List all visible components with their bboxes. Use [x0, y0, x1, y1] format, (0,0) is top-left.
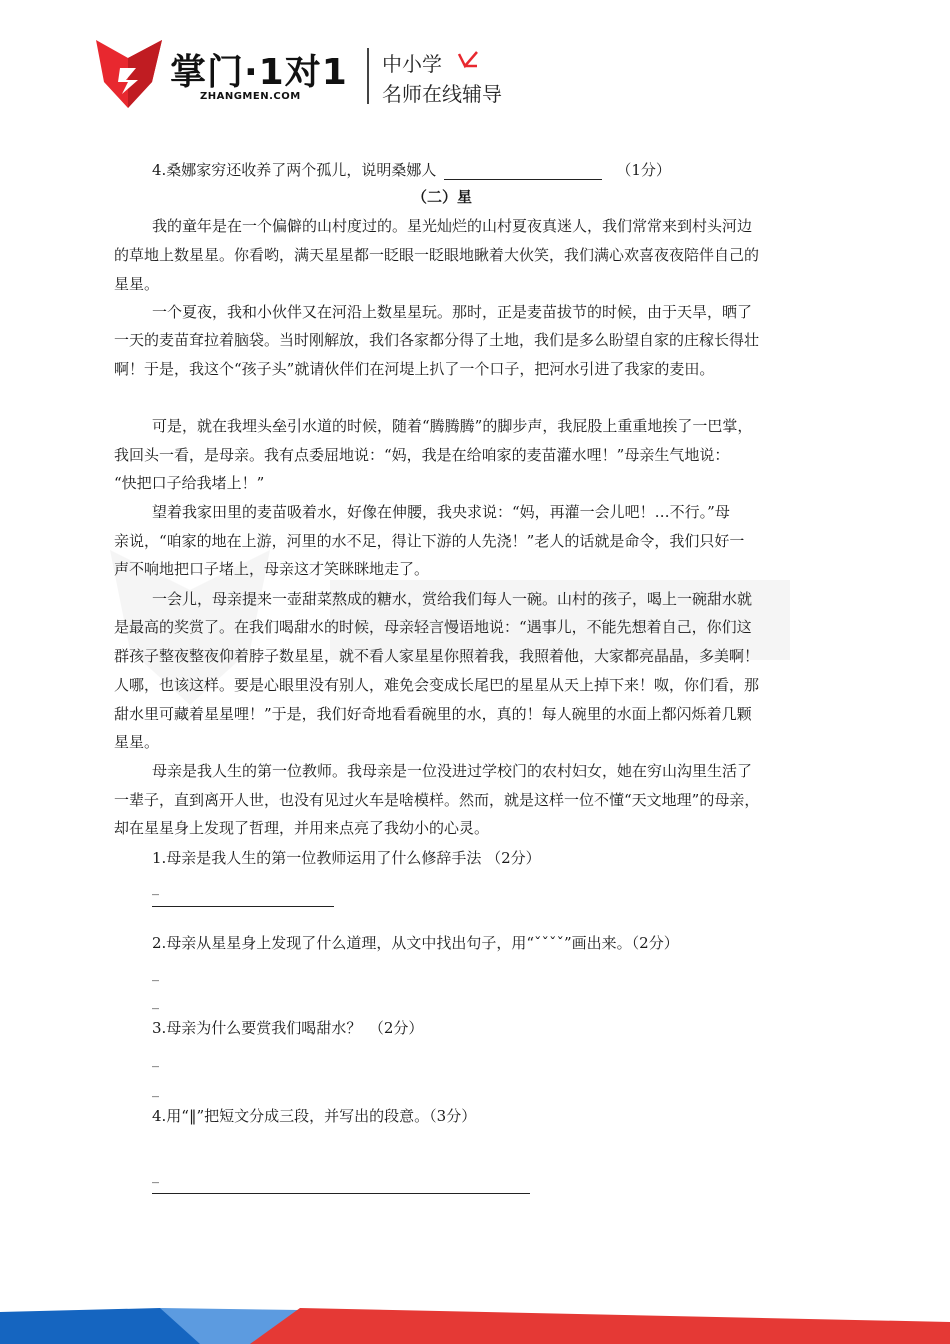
answer-blank[interactable] — [444, 165, 602, 180]
passage-line: 群孩子整夜整夜仰着脖子数星星，就不看人家星星你照着我，我照着他，大家都亮晶晶，多美啊！ — [114, 647, 760, 665]
passage-line: 一辈子，直到离开人世，也没有见过火车是啥模样。然而，就是这样一位不懂“天文地理”的母亲， — [114, 791, 760, 809]
brand-name: 掌门·1对1 — [170, 52, 348, 93]
passage-line: 母亲是我人生的第一位教师。我母亲是一位没进过学校门的农村妇女，她在穷山沟里生活了 — [152, 762, 753, 780]
page-header — [92, 38, 532, 112]
answer-dash: _ — [152, 880, 159, 896]
passage-line: 望着我家田里的麦苗吸着水，好像在伸腰，我央求说：“妈，再灌一会儿吧！…不行。”母 — [152, 503, 730, 521]
slogan-line1: 中小学 — [382, 52, 442, 76]
answer-line[interactable] — [152, 906, 334, 907]
passage-line: 亲说，“咱家的地在上游，河里的水不足，得让下游的人先浇！”老人的话就是命令，我们只好一 — [114, 532, 745, 550]
section-title: （二）星 — [412, 188, 473, 206]
passage-line: “快把口子给我堵上！” — [114, 474, 265, 492]
passage-line: 我的童年是在一个偏僻的山村度过的。星光灿烂的山村夏夜真迷人，我们常常来到村头河边 — [152, 217, 753, 235]
question-4: 4.用“‖”把短文分成三段，并写出的段意。（3分） — [152, 1107, 477, 1125]
answer-line[interactable] — [152, 1193, 530, 1194]
question-1: 1.母亲是我人生的第一位教师运用了什么修辞手法 （2分） — [152, 849, 541, 867]
answer-dash: _ — [152, 1052, 159, 1068]
brand-domain: ZHANGMEN.COM — [200, 91, 301, 102]
passage-line: 一天的麦苗耷拉着脑袋。当时刚解放，我们各家都分得了土地，我们是多么盼望自家的庄稼长得壮 — [114, 331, 760, 349]
answer-dash: _ — [152, 994, 159, 1010]
passage-line: 啊！于是，我这个“孩子头”就请伙伴们在河堤上扒了一个口子，把河水引进了我家的麦田。 — [114, 360, 715, 378]
answer-dash: _ — [152, 1082, 159, 1098]
passage-line: 星星。 — [114, 275, 160, 293]
passage-line: 我回头一看，是母亲。我有点委屈地说：“妈，我是在给咱家的麦苗灌水哩！”母亲生气地说： — [114, 446, 730, 464]
passage-line: 人哪，也该这样。要是心眼里没有别人，难免会变成长尾巴的星星从天上掉下来！呶，你们看，那 — [114, 676, 760, 694]
passage-line: 可是，就在我埋头垒引水道的时候，随着“腾腾腾”的脚步声，我屁股上重重地挨了一巴掌， — [152, 417, 753, 435]
check-mark-icon — [457, 50, 479, 70]
passage-line: 是最高的奖赏了。在我们喝甜水的时候，母亲轻言慢语地说：“遇事儿，不能先想着自己，你们这 — [114, 618, 752, 636]
answer-dash: _ — [152, 966, 159, 982]
prev-question: 4.桑娜家穷还收养了两个孤儿，说明桑娜人 （1分） — [152, 161, 671, 179]
question-2: 2.母亲从星星身上发现了什么道理，从文中找出句子，用“ˇˇˇˇ”画出来。（2分） — [152, 934, 679, 952]
passage-line: 一个夏夜，我和小伙伴又在河沿上数星星玩。那时，正是麦苗拔节的时候，由于天旱，晒了 — [152, 303, 753, 321]
brand-logo-icon — [92, 38, 166, 110]
slogan-line2: 名师在线辅导 — [382, 82, 502, 106]
footer-banner — [0, 1304, 950, 1344]
passage-line: 声不响地把口子堵上，母亲这才笑眯眯地走了。 — [114, 560, 430, 578]
passage-line: 一会儿，母亲提来一壶甜菜熬成的糖水，赏给我们每人一碗。山村的孩子，喝上一碗甜水就 — [152, 590, 753, 608]
header-divider — [367, 48, 369, 104]
passage-line: 甜水里可藏着星星哩！”于是，我们好奇地看看碗里的水，真的！每人碗里的水面上都闪烁着几颗 — [114, 705, 752, 723]
answer-dash: _ — [152, 1168, 159, 1184]
passage-line: 却在星星身上发现了哲理，并用来点亮了我幼小的心灵。 — [114, 819, 490, 837]
passage-line: 星星。 — [114, 733, 160, 751]
question-3: 3.母亲为什么要赏我们喝甜水？ （2分） — [152, 1019, 424, 1037]
passage-line: 的草地上数星星。你看哟，满天星星都一眨眼一眨眼地瞅着大伙笑，我们满心欢喜夜夜陪伴自己的 — [114, 246, 760, 264]
